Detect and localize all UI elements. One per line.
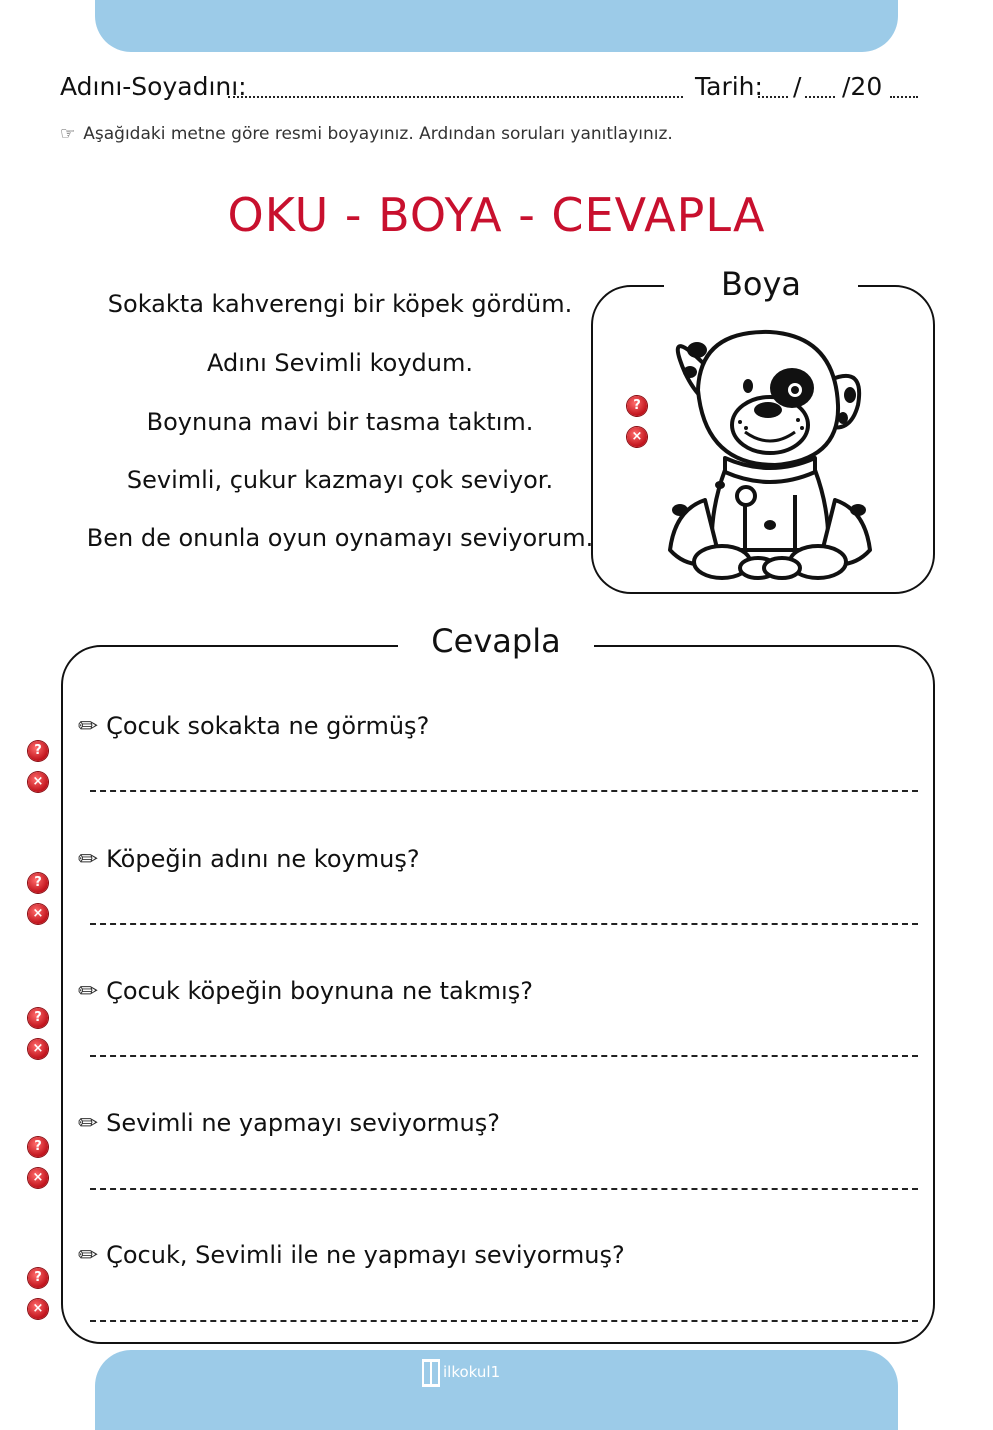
story-line: Boynuna mavi bir tasma taktım.	[146, 408, 534, 436]
month-field[interactable]	[805, 96, 835, 98]
name-date-line	[60, 72, 920, 106]
answer-line-2[interactable]	[90, 923, 918, 925]
answer-line-3[interactable]	[90, 1055, 918, 1057]
question-text: Çocuk, Sevimli ile ne yapmayı seviyormuş?	[106, 1241, 625, 1269]
question-text: Çocuk köpeğin boynuna ne takmış?	[106, 977, 533, 1005]
pencil-icon: ✏	[78, 1109, 99, 1137]
help-icon[interactable]: ?	[28, 1137, 48, 1157]
close-icon[interactable]: ×	[627, 427, 647, 447]
page-title: OKU - BOYA - CEVAPLA	[227, 188, 766, 242]
story-line: Adını Sevimli koydum.	[206, 349, 473, 377]
question-3	[78, 977, 533, 1005]
date-separator: /	[793, 72, 802, 101]
pencil-icon: ✏	[78, 1241, 99, 1269]
top-decorative-band	[95, 0, 898, 52]
answer-line-4[interactable]	[90, 1188, 918, 1190]
dog-illustration	[650, 310, 890, 580]
year-field[interactable]	[890, 96, 918, 98]
instruction-text: Aşağıdaki metne göre resmi boyayınız. Ardından soruları yanıtlayınız.	[83, 124, 673, 144]
help-icon[interactable]: ?	[28, 741, 48, 761]
close-icon[interactable]: ×	[28, 1299, 48, 1319]
coloring-title: Boya	[720, 265, 802, 303]
question-text: Köpeğin adını ne koymuş?	[106, 845, 420, 873]
name-label: Adını-Soyadını:	[60, 72, 247, 101]
close-icon[interactable]: ×	[28, 1039, 48, 1059]
pencil-icon: ✏	[78, 977, 99, 1005]
help-icon[interactable]: ?	[627, 396, 647, 416]
answers-title: Cevapla	[431, 622, 561, 660]
question-1	[78, 712, 429, 740]
help-icon[interactable]: ?	[28, 1008, 48, 1028]
close-icon[interactable]: ×	[28, 1168, 48, 1188]
help-icon[interactable]: ?	[28, 1268, 48, 1288]
help-icon[interactable]: ?	[28, 873, 48, 893]
answer-line-1[interactable]	[90, 790, 918, 792]
pencil-icon: ✏	[78, 712, 99, 740]
answer-line-5[interactable]	[90, 1320, 918, 1322]
date-label: Tarih:	[695, 72, 763, 101]
footer-logo-text: ilkokul1	[443, 1363, 501, 1381]
question-text: Çocuk sokakta ne görmüş?	[106, 712, 430, 740]
story-line: Ben de onunla oyun oynamayı seviyorum.	[86, 524, 594, 552]
instruction	[60, 124, 673, 144]
question-text: Sevimli ne yapmayı seviyormuş?	[106, 1109, 500, 1137]
question-2	[78, 845, 420, 873]
name-field[interactable]	[228, 96, 683, 98]
story-line: Sevimli, çukur kazmayı çok seviyor.	[126, 466, 554, 494]
close-icon[interactable]: ×	[28, 904, 48, 924]
question-4	[78, 1109, 500, 1137]
question-5	[78, 1241, 625, 1269]
year-prefix: /20	[842, 72, 883, 101]
story-line: Sokakta kahverengi bir köpek gördüm.	[107, 290, 573, 318]
day-field[interactable]	[758, 96, 788, 98]
close-icon[interactable]: ×	[28, 772, 48, 792]
pencil-icon: ✏	[78, 845, 99, 873]
pointing-hand-icon: ☞	[60, 124, 76, 144]
